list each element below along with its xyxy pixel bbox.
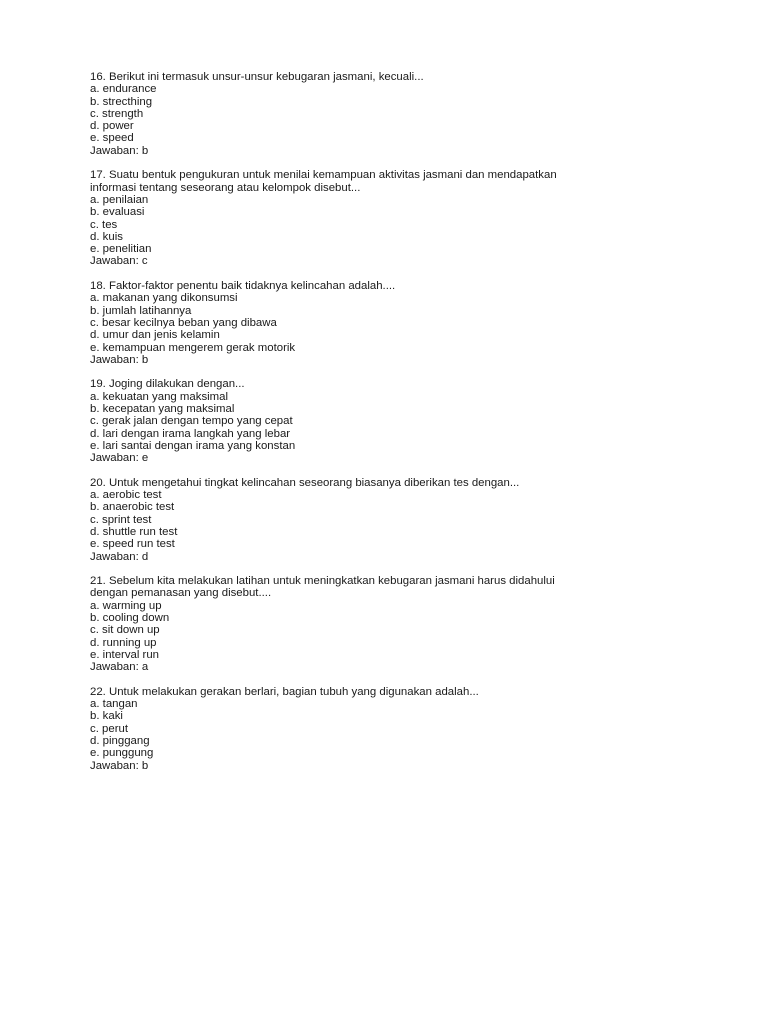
question-text: informasi tentang seseorang atau kelompok disebut... xyxy=(90,181,361,194)
answer-option: c. besar kecilnya beban yang dibawa xyxy=(90,316,277,329)
answer-option: e. punggung xyxy=(90,747,154,760)
answer-key: Jawaban: a xyxy=(90,661,149,674)
answer-option: d. shuttle run test xyxy=(90,525,178,538)
question-text: 18. Faktor-faktor penentu baik tidaknya kelincahan adalah.... xyxy=(90,280,396,293)
answer-option: e. speed xyxy=(90,132,134,145)
question-text: 19. Joging dilakukan dengan... xyxy=(90,378,245,391)
question-text: dengan pemanasan yang disebut.... xyxy=(90,587,272,600)
question-text: 17. Suatu bentuk pengukuran untuk menilai kemampuan aktivitas jasmani dan mendapatkan xyxy=(90,169,557,182)
question-text: 21. Sebelum kita melakukan latihan untuk meningkatkan kebugaran jasmani harus didahului xyxy=(90,575,555,588)
answer-option: c. sprint test xyxy=(90,513,152,526)
question-text: 16. Berikut ini termasuk unsur-unsur kebugaran jasmani, kecuali... xyxy=(90,71,424,83)
question-text: 20. Untuk mengetahui tingkat kelincahan seseorang biasanya diberikan tes dengan... xyxy=(90,476,520,489)
answer-option: c. sit down up xyxy=(90,624,160,637)
answer-option: e. speed run test xyxy=(90,538,175,551)
question-text: 22. Untuk melakukan gerakan berlari, bagian tubuh yang digunakan adalah... xyxy=(90,685,479,698)
answer-option: d. power xyxy=(90,120,134,133)
answer-option: a. tangan xyxy=(90,698,138,711)
answer-option: c. tes xyxy=(90,218,118,231)
answer-key: Jawaban: e xyxy=(90,452,149,465)
answer-key: Jawaban: b xyxy=(90,353,149,366)
answer-option: c. gerak jalan dengan tempo yang cepat xyxy=(90,415,293,428)
answer-option: a. penilaian xyxy=(90,193,149,206)
answer-option: b. anaerobic test xyxy=(90,501,175,514)
answer-option: b. strecthing xyxy=(90,95,153,108)
question-block xyxy=(90,575,690,673)
answer-option: c. strength xyxy=(90,107,144,120)
answer-key: Jawaban: d xyxy=(90,550,149,563)
question-block xyxy=(90,378,690,464)
answer-key: Jawaban: b xyxy=(90,759,149,772)
question-block xyxy=(90,280,690,366)
answer-option: b. cooling down xyxy=(90,612,170,625)
answer-option: b. evaluasi xyxy=(90,206,145,219)
answer-option: b. jumlah latihannya xyxy=(90,304,192,317)
answer-option: b. kecepatan yang maksimal xyxy=(90,403,235,416)
document-page xyxy=(90,71,690,784)
answer-option: d. kuis xyxy=(90,230,123,243)
answer-option: a. kekuatan yang maksimal xyxy=(90,390,229,403)
answer-option: a. warming up xyxy=(90,599,162,612)
answer-option: c. perut xyxy=(90,722,128,735)
answer-option: d. lari dengan irama langkah yang lebar xyxy=(90,427,291,440)
answer-option: d. umur dan jenis kelamin xyxy=(90,329,220,342)
answer-key: Jawaban: c xyxy=(90,255,148,268)
answer-option: e. kemampuan mengerem gerak motorik xyxy=(90,341,296,354)
answer-option: a. makanan yang dikonsumsi xyxy=(90,292,238,305)
answer-option: d. running up xyxy=(90,636,157,649)
answer-option: a. aerobic test xyxy=(90,489,162,502)
question-block xyxy=(90,686,690,772)
answer-option: e. interval run xyxy=(90,648,160,661)
question-block xyxy=(90,71,690,157)
answer-key: Jawaban: b xyxy=(90,144,149,157)
question-block xyxy=(90,477,690,563)
answer-option: e. penelitian xyxy=(90,243,152,256)
question-block xyxy=(90,169,690,267)
answer-option: a. endurance xyxy=(90,83,157,96)
answer-option: d. pinggang xyxy=(90,735,150,748)
answer-option: b. kaki xyxy=(90,710,123,723)
answer-option: e. lari santai dengan irama yang konstan xyxy=(90,439,296,452)
